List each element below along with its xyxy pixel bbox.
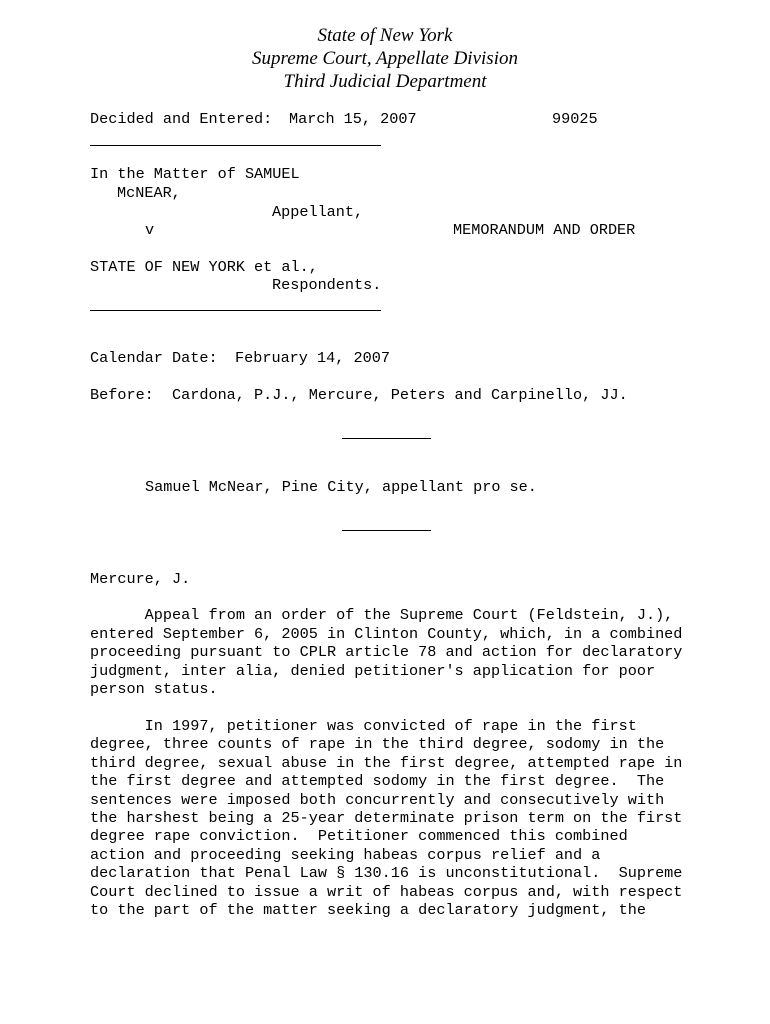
respondent-role: Respondents. [272, 276, 382, 294]
docket-number: 99025 [552, 110, 598, 128]
divider [90, 145, 381, 146]
court-division: Supreme Court, Appellate Division [252, 48, 518, 69]
paragraph-2-line: action and proceeding seeking habeas corpus relief and a [90, 846, 601, 864]
paragraph-2-line: to the part of the matter seeking a declaratory judgment, the [90, 901, 646, 919]
paragraph-2-line: third degree, sexual abuse in the first degree, attempted rape in [90, 754, 683, 772]
paragraph-2-line: degree rape conviction. Petitioner commenced this combined [90, 827, 628, 845]
calendar-date: February 14, 2007 [235, 349, 390, 367]
before-label: Before: [90, 386, 154, 404]
divider [90, 310, 381, 311]
paragraph-1-line: proceeding pursuant to CPLR article 78 and action for declaratory [90, 643, 683, 661]
paragraph-2-line: sentences were imposed both concurrently and consecutively with [90, 791, 665, 809]
calendar-label: Calendar Date: [90, 349, 218, 367]
decided-label: Decided and Entered: [90, 110, 273, 128]
appellant-role: Appellant, [272, 203, 364, 221]
versus: v [145, 221, 155, 239]
caption-line-1: In the Matter of SAMUEL [90, 165, 300, 183]
document-type: MEMORANDUM AND ORDER [453, 221, 636, 239]
paragraph-1-line: judgment, inter alia, denied petitioner's application for poor [90, 662, 656, 680]
court-department: Third Judicial Department [283, 71, 487, 92]
paragraph-2-line: declaration that Penal Law § 130.16 is unconstitutional. Supreme [90, 864, 683, 882]
decided-date: March 15, 2007 [289, 110, 417, 128]
judges-list: Cardona, P.J., Mercure, Peters and Carpinello, JJ. [172, 386, 628, 404]
appearance: Samuel McNear, Pine City, appellant pro se. [145, 478, 537, 496]
paragraph-2-line: the harshest being a 25-year determinate prison term on the first [90, 809, 683, 827]
paragraph-1-line: Appeal from an order of the Supreme Court (Feldstein, J.), [90, 606, 674, 624]
short-divider [342, 438, 431, 439]
paragraph-1-line: entered September 6, 2005 in Clinton County, which, in a combined [90, 625, 683, 643]
respondent-name: STATE OF NEW YORK et al., [90, 258, 318, 276]
paragraph-1-line: person status. [90, 680, 218, 698]
paragraph-2-line: the first degree and attempted sodomy in the first degree. The [90, 772, 665, 790]
caption-line-2: McNEAR, [117, 184, 181, 202]
paragraph-2-line: degree, three counts of rape in the third degree, sodomy in the [90, 735, 665, 753]
paragraph-2-line: Court declined to issue a writ of habeas corpus and, with respect [90, 883, 683, 901]
short-divider [342, 530, 431, 531]
paragraph-2-line: In 1997, petitioner was convicted of rape in the first [90, 717, 637, 735]
court-state: State of New York [317, 25, 453, 46]
opinion-author: Mercure, J. [90, 570, 191, 588]
